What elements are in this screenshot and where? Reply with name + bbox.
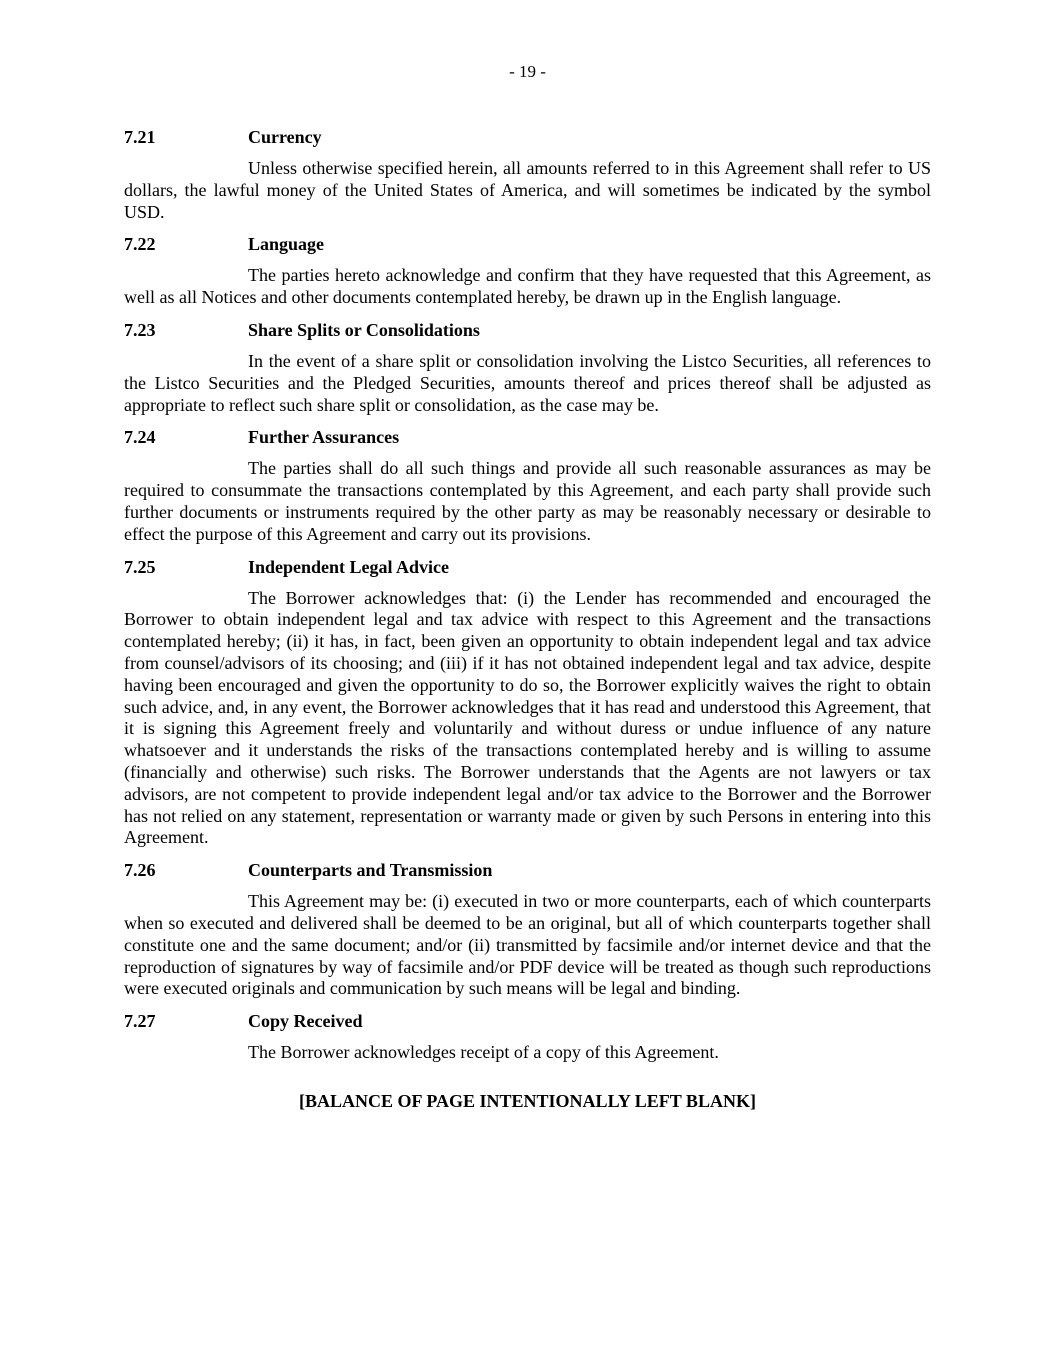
section-title: Share Splits or Consolidations <box>248 319 480 340</box>
section-7-27 <box>124 1010 931 1064</box>
section-title: Counterparts and Transmission <box>248 860 493 881</box>
section-paragraph: This Agreement may be: (i) executed in two or more counterparts, each of which counterparts when so executed and delivered shall be deemed to be an original, but all of which counterparts together shall constitute one and the same document; and/or (ii) transmitted by facsimile and/or internet device and that the reproduction of signatures by way of facsimile and/or PDF device will be treated as though such reproductions were executed originals and communication by such means will be legal and binding. <box>124 891 931 999</box>
balance-blank-notice: [BALANCE OF PAGE INTENTIONALLY LEFT BLANK] <box>299 1090 756 1111</box>
section-paragraph: The Borrower acknowledges that: (i) the Lender has recommended and encouraged the Borrower to obtain independent legal and tax advice with respect to this Agreement and the transactions contemplated hereby; (ii) it has, in fact, been given an opportunity to obtain independent legal and tax advice from counsel/advisors of its choosing; and (iii) if it has not obtained independent legal and tax advice, despite having been encouraged and given the opportunity to do so, the Borrower explicitly waives the right to obtain such advice, and, in any event, the Borrower acknowledges that it has read and understood this Agreement, that it is signing this Agreement freely and voluntarily and without duress or undue influence of any nature whatsoever and it understands the risks of the transactions contemplated hereby and is willing to assume (financially and otherwise) such risks. The Borrower understands that the Agents are not lawyers or tax advisors, are not competent to provide independent legal and/or tax advice to the Borrower and the Borrower has not relied on any statement, representation or warranty made or given by such Persons in entering into this Agreement. <box>124 587 931 848</box>
section-7-25 <box>124 556 931 850</box>
section-number: 7.27 <box>124 1011 156 1032</box>
section-title: Currency <box>248 127 322 147</box>
section-heading <box>124 233 931 255</box>
section-7-22 <box>124 233 931 309</box>
section-heading <box>124 319 931 341</box>
section-7-23 <box>124 319 931 416</box>
section-7-21 <box>124 126 931 223</box>
section-paragraph: In the event of a share split or consolidation involving the Listco Securities, all references to the Listco Securities and the Pledged Securities, amounts thereof and prices thereof shall be adjusted as appropriate to reflect such share split or consolidation, as the case may be. <box>124 350 931 415</box>
section-paragraph: The parties hereto acknowledge and confirm that they have requested that this Agreement, as well as all Notices and other documents contemplated hereby, be drawn up in the English language. <box>124 265 931 308</box>
section-7-24 <box>124 426 931 545</box>
section-title: Further Assurances <box>248 427 400 448</box>
section-number: 7.26 <box>124 860 156 881</box>
section-paragraph: The parties shall do all such things and provide all such reasonable assurances as may be required to consummate the transactions contemplated by this Agreement, and each party shall provide such further documents or instruments required by the other party as may be reasonably necessary or desirable to effect the purpose of this Agreement and carry out its provisions. <box>124 458 931 544</box>
section-heading <box>124 1010 931 1032</box>
section-heading <box>124 426 931 448</box>
section-number: 7.22 <box>124 234 156 255</box>
section-number: 7.21 <box>124 127 156 147</box>
section-paragraph: Unless otherwise specified herein, all amounts referred to in this Agreement shall refer to US dollars, the lawful money of the United States of America, and will sometimes be indicated by the symbol USD. <box>124 158 931 222</box>
section-paragraph: The Borrower acknowledges receipt of a copy of this Agreement. <box>248 1042 719 1063</box>
section-title: Copy Received <box>248 1011 363 1032</box>
document-body <box>124 126 931 1112</box>
section-heading <box>124 556 931 578</box>
section-title: Independent Legal Advice <box>248 556 450 577</box>
section-number: 7.25 <box>124 556 156 577</box>
section-heading <box>124 859 931 881</box>
section-title: Language <box>248 234 325 255</box>
section-heading <box>124 126 931 148</box>
page-number: - 19 - <box>509 62 546 81</box>
section-number: 7.23 <box>124 319 156 340</box>
section-7-26 <box>124 859 931 1000</box>
section-number: 7.24 <box>124 427 156 448</box>
